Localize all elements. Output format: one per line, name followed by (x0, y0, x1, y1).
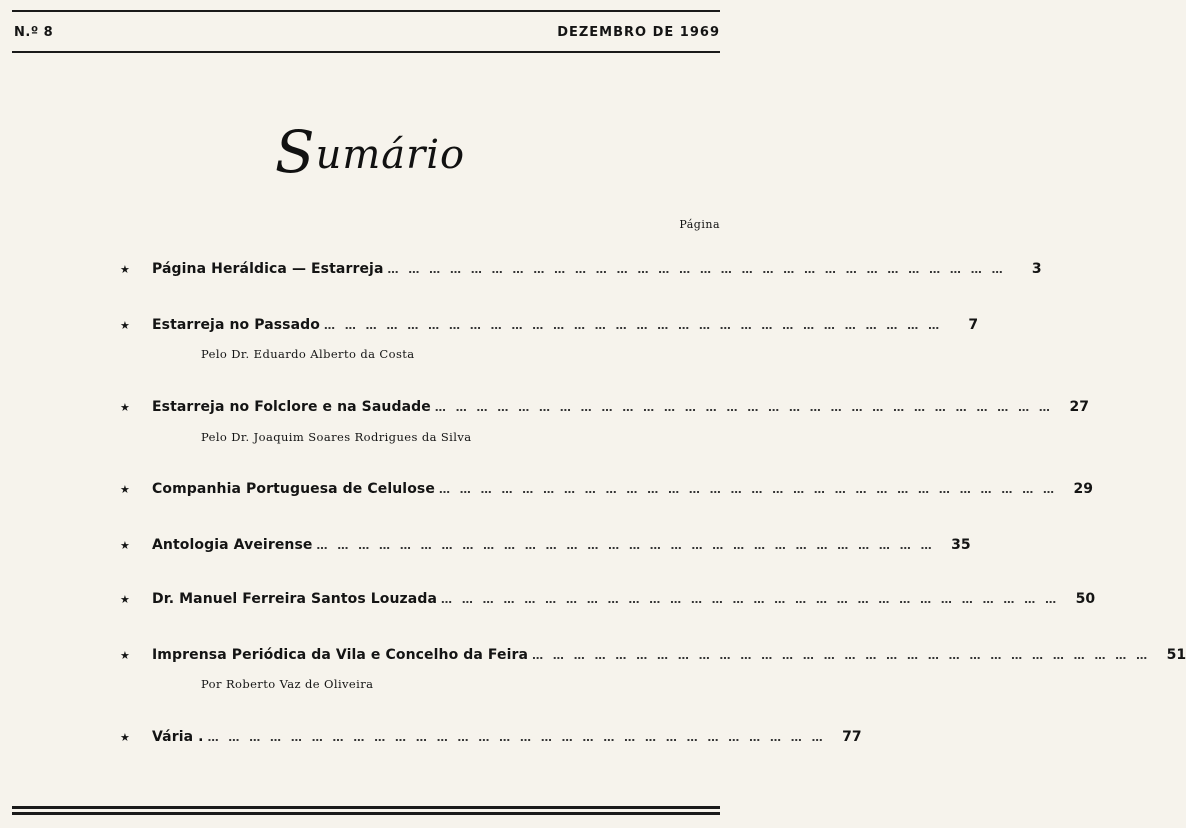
toc-entry-page: 35 (951, 537, 971, 553)
toc-entry-page: 77 (842, 729, 862, 745)
title-initial: S (274, 118, 316, 186)
star-icon: ★ (120, 483, 130, 496)
toc-entry-title: Companhia Portuguesa de Celulose (152, 481, 435, 497)
dot-leader: … … … … … … … … … … … … … … … … … … … … … … … … … … … … … … (316, 539, 935, 552)
bottom-rule-upper (12, 806, 720, 809)
toc-entry[interactable] (120, 537, 971, 557)
toc-entry[interactable] (120, 481, 1094, 501)
toc-entry-title: Antologia Aveirense (152, 537, 313, 553)
dot-leader: … … … … … … … … … … … … … … … … … … … … … … … … … … … … … … (434, 401, 1053, 414)
star-icon: ★ (120, 401, 130, 414)
toc-entry-page: 50 (1075, 591, 1096, 607)
toc-entry-title: Página Heráldica — Estarreja (152, 261, 384, 277)
star-icon: ★ (120, 319, 130, 332)
toc-entry-page: 3 (1031, 261, 1042, 277)
toc-entry[interactable] (120, 317, 979, 337)
toc-entry-title: Dr. Manuel Ferreira Santos Louzada (152, 591, 438, 607)
toc-entry-title: Vária . (152, 729, 204, 745)
toc-entry-title: Estarreja no Passado (152, 317, 321, 333)
title-rest: umário (315, 132, 466, 178)
dot-leader: … … … … … … … … … … … … … … … … … … … … … … … … … … … … … … (387, 263, 1006, 276)
dot-leader: … … … … … … … … … … … … … … … … … … … … … … … … … … … … … … (438, 483, 1058, 496)
dot-leader: … … … … … … … … … … … … … … … … … … … … … … … … … … … … … … (532, 649, 1151, 662)
issue-number: N.º 8 (14, 25, 54, 40)
dot-leader: … … … … … … … … … … … … … … … … … … … … … … … … … … … … … … (441, 593, 1060, 606)
header-bottom-rule (12, 51, 720, 53)
page-title (0, 118, 740, 186)
star-icon: ★ (120, 731, 130, 744)
star-icon: ★ (120, 649, 130, 662)
toc-entry-page: 29 (1073, 481, 1094, 497)
toc-entry[interactable] (120, 261, 1042, 281)
issue-date: DEZEMBRO DE 1969 (557, 25, 720, 40)
dot-leader: … … … … … … … … … … … … … … … … … … … … … … … … … … … … … … (324, 319, 943, 332)
toc-entry-page: 27 (1069, 399, 1089, 415)
toc-entry-title: Imprensa Periódica da Vila e Concelho da Feira (152, 647, 529, 663)
toc-entry-author: Pelo Dr. Eduardo Alberto da Costa (201, 347, 415, 361)
toc-entry-author: Por Roberto Vaz de Oliveira (201, 677, 374, 691)
toc-entry-page: 7 (968, 317, 979, 333)
toc-entry[interactable] (120, 729, 862, 749)
bottom-rule-lower (12, 812, 720, 815)
toc-entry-title: Estarreja no Folclore e na Saudade (152, 399, 431, 415)
toc-entry-page: 51 (1166, 647, 1186, 663)
toc-entry[interactable] (120, 399, 1089, 419)
page-column-label: Página (679, 218, 720, 231)
star-icon: ★ (120, 593, 130, 606)
toc-entry-author: Pelo Dr. Joaquim Soares Rodrigues da Silva (201, 430, 472, 444)
toc-entry[interactable] (120, 647, 1186, 667)
dot-leader: … … … … … … … … … … … … … … … … … … … … … … … … … … … … … … (207, 731, 826, 744)
toc-entry[interactable] (120, 591, 1096, 611)
star-icon: ★ (120, 263, 130, 276)
top-rule (12, 10, 720, 12)
star-icon: ★ (120, 539, 130, 552)
